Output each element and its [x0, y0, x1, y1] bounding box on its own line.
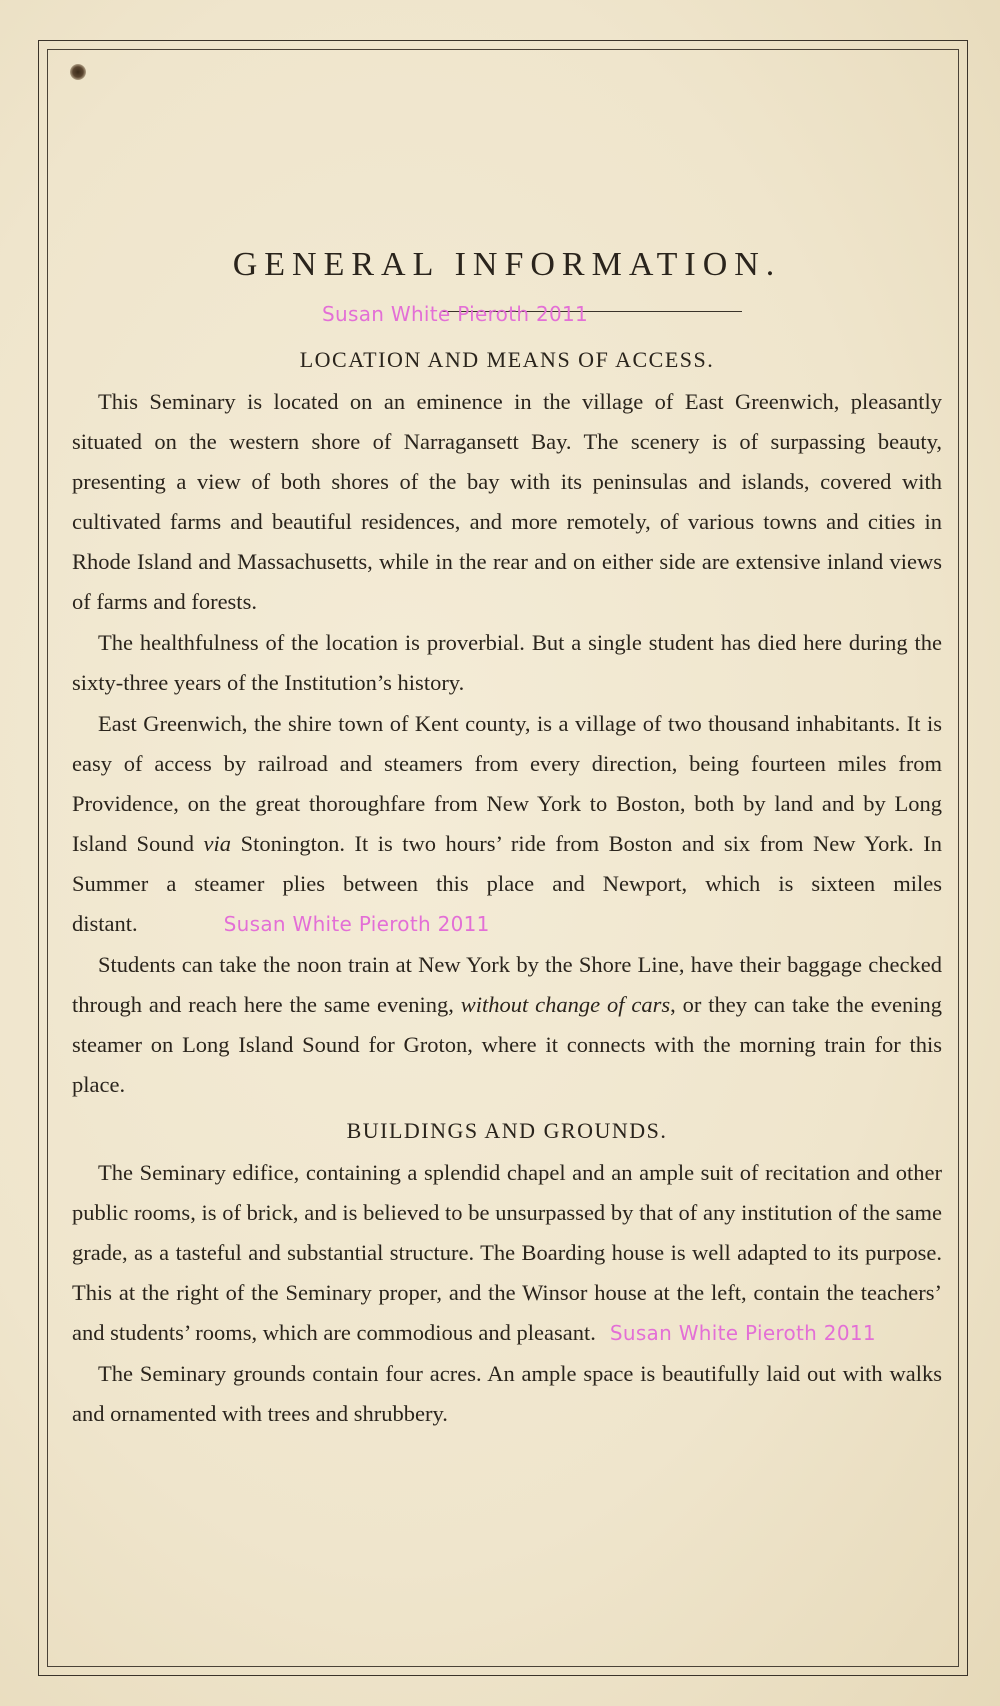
paragraph-location-2: The healthfulness of the location is proverbial. But a single student has died here during the sixty-three years of the Institution’s history.: [72, 630, 942, 695]
p3-text-b: Stonington. It is two hours’ ride from Boston and six from New York. In Summer a steamer plies between this place and Newport, which is sixteen miles distant.: [72, 831, 943, 936]
watermark-middle: Susan White Pieroth 2011: [223, 912, 490, 936]
paragraph-location-3: [72, 704, 942, 944]
p4-text-a: Students can take the noon train at New York by the Shore Line, have their baggage checked through and reach here the same evening,: [72, 952, 942, 1017]
paragraph-location-4: [72, 945, 942, 1105]
section-heading-location: LOCATION AND MEANS OF ACCESS.: [299, 347, 715, 372]
paragraph-buildings-2: The Seminary grounds contain four acres. An ample space is beautifully laid out with walks and ornamented with trees and shrubbery.: [72, 1361, 942, 1426]
buildings-1-text: The Seminary edifice, containing a splendid chapel and an ample suit of recitation and other public rooms, is of brick, and is believed to be unsurpassed by that of any institution of the same grade, as a tasteful and substantial structure. The Boarding house is well adapted to its purpose. This at the right of the Seminary proper, and the Winsor house at the left, contain the teachers’ and students’ rooms, which are commodious and pleasant.: [72, 1160, 942, 1345]
section-heading-buildings: BUILDINGS AND GROUNDS.: [346, 1118, 668, 1143]
ink-spot: [70, 64, 86, 80]
title-rule-row: [72, 296, 942, 330]
p4-italic: without change of cars: [460, 992, 671, 1017]
p3-text-a: East Greenwich, the shire town of Kent county, is a village of two thousand inhabitants. It is easy of access by railroad and steamers from every direction, being fourteen miles from Providence, on the great thoroughfare from New York to Boston, both by land and by Long Island Sound: [72, 711, 942, 856]
paragraph-location-1: This Seminary is located on an eminence in the village of East Greenwich, pleasantly situated on the western shore of Narragansett Bay. The scenery is of surpassing beauty, presenting a view of both shores of the bay with its peninsulas and islands, covered with cultivated farms and beautiful residences, and more remotely, of various towns and cities in Rhode Island and Massachusetts, while in the rear and on either side are extensive inland views of farms and forests.: [72, 389, 942, 614]
watermark-top: Susan White Pieroth 2011: [322, 302, 589, 326]
page-content: [72, 240, 942, 1434]
watermark-bottom: Susan White Pieroth 2011: [609, 1321, 876, 1345]
p3-italic-via: via: [203, 831, 232, 856]
paragraph-buildings-1: [72, 1153, 942, 1353]
p4-text-b: , or they can take the evening steamer on Long Island Sound for Groton, where it connects with the morning train for this place.: [72, 992, 943, 1097]
page-title: GENERAL INFORMATION.: [232, 246, 782, 283]
